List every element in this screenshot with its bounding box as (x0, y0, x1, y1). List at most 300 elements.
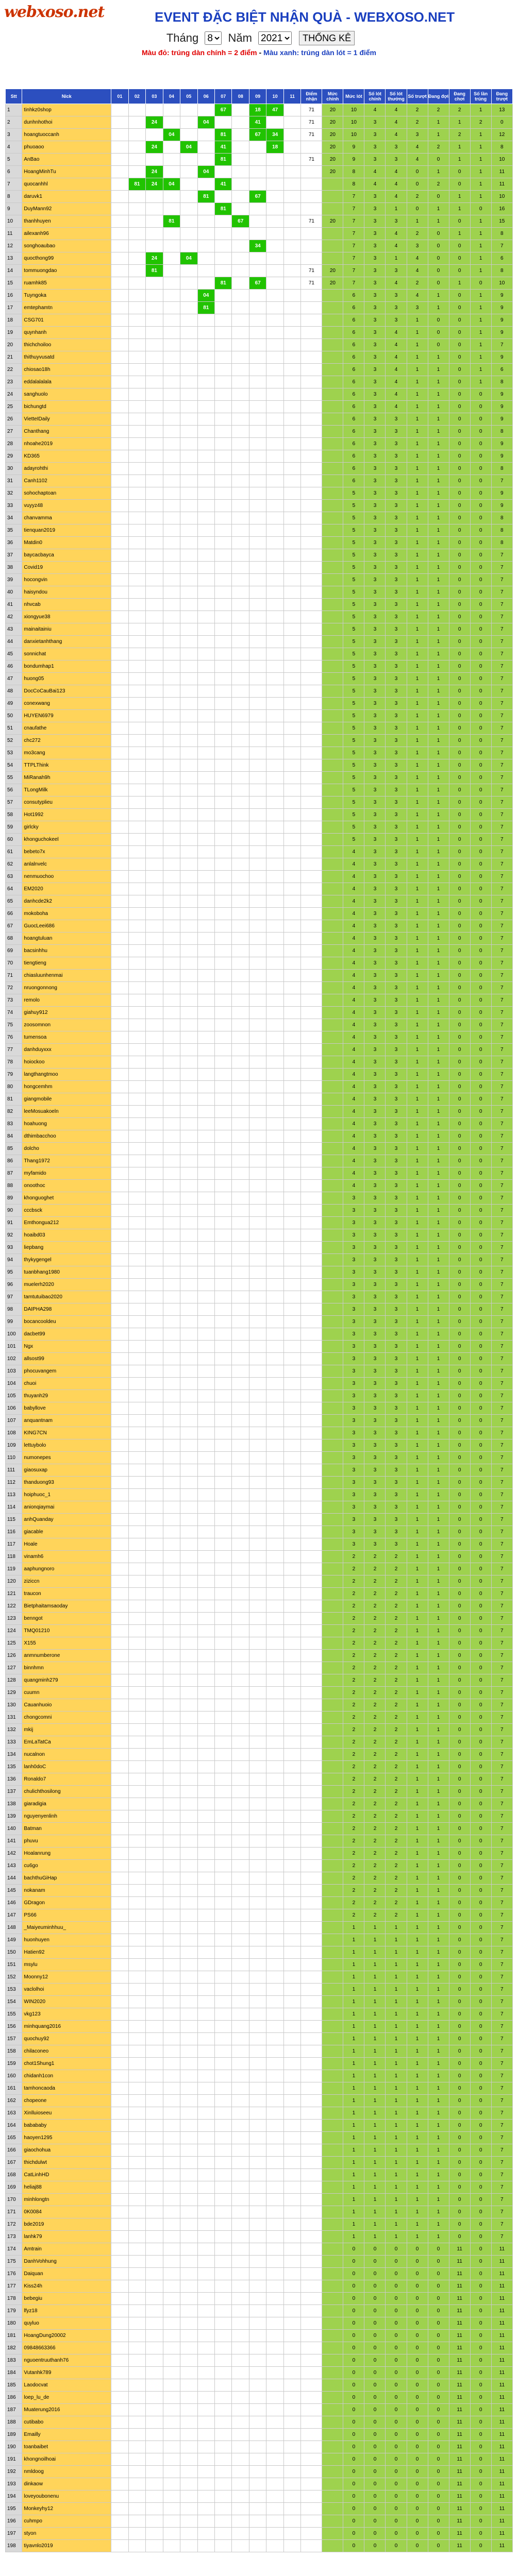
nick-cell[interactable]: cuumn (22, 1687, 111, 1699)
nick-cell[interactable]: chanvamma (22, 512, 111, 524)
table-row (6, 1971, 513, 1984)
nick-cell[interactable]: nruongonnong (22, 982, 111, 994)
site-logo[interactable]: webxoso.net (4, 3, 105, 21)
nick-cell[interactable]: hocongvin (22, 574, 111, 586)
nick-cell[interactable]: lettuybolo (22, 1439, 111, 1452)
nick-cell[interactable]: CSG701 (22, 314, 111, 327)
nick-cell[interactable]: Bietphaitamsaoday (22, 1600, 111, 1613)
day-cell (163, 1625, 180, 1637)
nick-cell[interactable]: vaclolhoi (22, 1984, 111, 1996)
nick-cell[interactable]: hoahuong (22, 1118, 111, 1130)
nick-cell[interactable]: KD365 (22, 450, 111, 463)
nick-cell[interactable]: CatLinhHD (22, 2169, 111, 2181)
nick-cell[interactable]: Ngx (22, 1341, 111, 1353)
nick-cell[interactable]: cu6go (22, 1860, 111, 1872)
nick-cell[interactable]: lfyz18 (22, 2305, 111, 2317)
day-cell (266, 908, 283, 920)
nick-cell[interactable]: EM2020 (22, 883, 111, 895)
day-cell (232, 562, 249, 574)
nick-cell[interactable]: TMQ01210 (22, 1625, 111, 1637)
nick-cell[interactable]: DanhVohhung (22, 2256, 111, 2268)
nick-cell[interactable]: msylu (22, 1959, 111, 1971)
day-cell (128, 265, 145, 277)
nick-cell[interactable]: TTPLThink (22, 759, 111, 772)
nick-cell[interactable]: AnBao (22, 154, 111, 166)
nick-cell[interactable]: ailexanh96 (22, 228, 111, 240)
nick-cell[interactable]: Batman (22, 1823, 111, 1835)
day-cell (111, 1452, 128, 1464)
day-cell (111, 2379, 128, 2392)
nick-cell[interactable]: Monkeyhy12 (22, 2503, 111, 2515)
nick-cell[interactable]: Ronaldo7 (22, 1773, 111, 1786)
nick-cell[interactable]: tuanbhang1980 (22, 1266, 111, 1279)
stat-cell: 1 (407, 463, 428, 475)
nick-cell[interactable]: consutyplieu (22, 796, 111, 809)
nick-cell[interactable]: khongnoilhoai (22, 2453, 111, 2466)
nick-cell[interactable]: giahuy912 (22, 1007, 111, 1019)
nick-cell[interactable]: nucalnon (22, 1749, 111, 1761)
nick-cell[interactable]: huonhuyen (22, 1934, 111, 1946)
nick-cell[interactable]: thithuyvusatd (22, 351, 111, 364)
stat-cell: 8 (491, 537, 512, 549)
nick-cell[interactable]: EmLaTatCa (22, 1736, 111, 1749)
nick-cell[interactable]: danhduyxxx (22, 1044, 111, 1056)
nick-cell[interactable]: Thang1972 (22, 1155, 111, 1167)
nick-cell[interactable]: liepbang (22, 1242, 111, 1254)
nick-cell[interactable]: onoothoc (22, 1180, 111, 1192)
nick-cell[interactable]: minhquang2016 (22, 2021, 111, 2033)
nick-cell[interactable]: nenmuochoo (22, 871, 111, 883)
day-cell (128, 1575, 145, 1588)
nick-cell[interactable]: mkij (22, 1724, 111, 1736)
nick-cell[interactable]: chiasluunhenmai (22, 970, 111, 982)
stat-cell: 1 (343, 1934, 364, 1946)
day-cell (232, 982, 249, 994)
nick-cell[interactable]: aaphungnoro (22, 1563, 111, 1575)
nick-cell[interactable]: conexwang (22, 698, 111, 710)
nick-cell[interactable]: hoaibd03 (22, 1229, 111, 1242)
stat-cell: 1 (407, 2058, 428, 2070)
nick-cell[interactable]: tommuongdao (22, 265, 111, 277)
nick-cell[interactable]: hoangtuoccanh (22, 129, 111, 141)
nick-cell[interactable]: Moonny12 (22, 1971, 111, 1984)
nick-cell[interactable]: phuoaoo (22, 141, 111, 154)
nick-cell[interactable]: phocuvangem (22, 1365, 111, 1378)
day-cell (128, 1959, 145, 1971)
nick-cell[interactable]: hoangtuluan (22, 933, 111, 945)
nick-cell[interactable]: VietteIDaily (22, 413, 111, 426)
year-select[interactable] (258, 31, 292, 45)
nick-cell[interactable]: cutibabo (22, 2416, 111, 2429)
nick-cell[interactable]: haisyndou (22, 586, 111, 599)
day-cell (232, 463, 249, 475)
nick-cell[interactable]: Hoale (22, 1538, 111, 1551)
nick-cell[interactable]: DuyMann92 (22, 203, 111, 215)
stat-cell: 0 (470, 586, 491, 599)
nick-cell[interactable]: chot1Shung1 (22, 2058, 111, 2070)
stat-cell: 1 (428, 1093, 449, 1106)
nick-cell[interactable]: quocanhhl (22, 178, 111, 191)
stat-cell: 3 (364, 636, 386, 648)
stat-cell: 0 (407, 2453, 428, 2466)
day-cell (197, 562, 214, 574)
nick-cell[interactable]: DAIPHA298 (22, 1303, 111, 1316)
nick-cell[interactable]: Muaterung2016 (22, 2404, 111, 2416)
nick-cell[interactable]: tinhkz0shop (22, 104, 111, 116)
day-cell (111, 1650, 128, 1662)
stat-cell (322, 1724, 343, 1736)
stat-cell: 1 (407, 1613, 428, 1625)
nick-cell[interactable]: bocancooldeu (22, 1316, 111, 1328)
nick-cell[interactable]: HoangMinhTu (22, 166, 111, 178)
day-cell (111, 1501, 128, 1514)
day-cell (266, 549, 283, 562)
day-cell (197, 426, 214, 438)
nick-cell[interactable]: X155 (22, 1637, 111, 1650)
day-cell (128, 562, 145, 574)
nick-cell[interactable]: Vutanhk789 (22, 2367, 111, 2379)
nick-cell[interactable]: emtephamtn (22, 302, 111, 314)
nick-cell[interactable]: thykygengel (22, 1254, 111, 1266)
nick-cell[interactable]: quangminh279 (22, 1674, 111, 1687)
nick-cell[interactable]: sonnichat (22, 648, 111, 660)
stat-cell: 0 (449, 1452, 470, 1464)
nick-cell[interactable]: Amtrain (22, 2243, 111, 2256)
nick-cell[interactable]: GDragon (22, 1897, 111, 1909)
day-cell (232, 1538, 249, 1551)
day-cell (232, 858, 249, 871)
stat-cell (322, 747, 343, 759)
day-cell (215, 574, 232, 586)
nick-cell[interactable]: Hoalanrung (22, 1848, 111, 1860)
nick-cell[interactable]: Chanthang (22, 426, 111, 438)
stat-cell (301, 1019, 322, 1031)
nick-cell[interactable]: heliaj88 (22, 2181, 111, 2194)
nick-cell[interactable]: dthimbacchoo (22, 1130, 111, 1143)
nick-cell[interactable]: binnhmn (22, 1662, 111, 1674)
day-cell (180, 1167, 197, 1180)
nick-cell[interactable]: haoyen1295 (22, 2132, 111, 2144)
nick-cell[interactable]: quyluo (22, 2317, 111, 2330)
nick-cell[interactable]: anhQuanday (22, 1514, 111, 1526)
nick-cell[interactable]: thichchoiloo (22, 339, 111, 351)
day-cell (163, 1328, 180, 1341)
nick-cell[interactable]: sanghuolo (22, 388, 111, 401)
nick-cell[interactable]: Canh1102 (22, 475, 111, 487)
nick-cell[interactable]: chuoi (22, 1378, 111, 1390)
day-cell (128, 1736, 145, 1749)
nick-cell[interactable]: bondumhap1 (22, 660, 111, 673)
nick-cell[interactable]: tamtutuibao2020 (22, 1291, 111, 1303)
day-cell (163, 426, 180, 438)
nick-cell[interactable]: Emthongua212 (22, 1217, 111, 1229)
nick-cell[interactable]: allsost99 (22, 1353, 111, 1365)
nick-cell[interactable]: PS66 (22, 1909, 111, 1922)
day-cell (249, 376, 266, 388)
month-select[interactable] (205, 31, 222, 45)
nick-cell[interactable]: anionqiaymai (22, 1501, 111, 1514)
nick-cell[interactable]: danhcde2k2 (22, 895, 111, 908)
table-row (6, 327, 513, 339)
nick-cell[interactable]: cuhmpo (22, 2515, 111, 2528)
nick-cell[interactable]: mokoboha (22, 908, 111, 920)
nick-cell[interactable]: Emailly (22, 2429, 111, 2441)
stat-cell: 0 (470, 1909, 491, 1922)
day-cell (111, 933, 128, 945)
nick-cell[interactable]: KING7CN (22, 1427, 111, 1439)
nick-cell[interactable]: vinamh6 (22, 1551, 111, 1563)
stat-cell: 6 (343, 401, 364, 413)
stat-cell (322, 1662, 343, 1674)
nick-cell[interactable]: vkg123 (22, 2008, 111, 2021)
stat-cell: 0 (470, 1674, 491, 1687)
nick-cell[interactable]: GuocLeei686 (22, 920, 111, 933)
nick-cell[interactable]: MiRanah9h (22, 772, 111, 784)
nick-cell[interactable]: chilaconeo (22, 2045, 111, 2058)
nick-cell[interactable]: chidanh1con (22, 2070, 111, 2082)
day-cell (128, 500, 145, 512)
nick-cell[interactable]: loep_lu_de (22, 2392, 111, 2404)
day-cell (232, 1773, 249, 1786)
nick-cell[interactable]: chulichthosilong (22, 1786, 111, 1798)
stat-cell (322, 2293, 343, 2305)
nick-cell[interactable]: xiongyue38 (22, 611, 111, 623)
row-index: 108 (6, 1427, 22, 1439)
stat-cell: 3 (407, 129, 428, 141)
stat-cell: 1 (343, 2218, 364, 2231)
nick-cell[interactable]: anlalnvelc (22, 858, 111, 871)
nick-cell[interactable]: Hot1992 (22, 809, 111, 821)
row-index: 130 (6, 1699, 22, 1711)
nick-cell[interactable]: Matdin0 (22, 537, 111, 549)
stat-cell: 11 (491, 2243, 512, 2256)
nick-cell[interactable]: cnaufathe (22, 722, 111, 735)
nick-cell[interactable]: tiyavnlo2019 (22, 2540, 111, 2552)
nick-cell[interactable]: TLongMilk (22, 784, 111, 796)
nick-cell[interactable]: HoangDung20002 (22, 2330, 111, 2342)
day-cell (232, 1637, 249, 1650)
stat-cell: 2 (343, 1563, 364, 1575)
nick-cell[interactable]: tiengtieng (22, 957, 111, 970)
stat-cell: 1 (407, 1254, 428, 1266)
nick-cell[interactable]: thuyanh29 (22, 1390, 111, 1402)
nick-cell[interactable]: cccbsck (22, 1205, 111, 1217)
table-row (6, 821, 513, 834)
nick-cell[interactable]: myfamido (22, 1167, 111, 1180)
nick-cell[interactable]: daruvk1 (22, 191, 111, 203)
nick-cell[interactable]: baycacbayca (22, 549, 111, 562)
day-cell (232, 2095, 249, 2107)
nick-cell[interactable]: 0K0084 (22, 2206, 111, 2218)
nick-cell[interactable]: zoosomnon (22, 1019, 111, 1031)
nick-cell[interactable]: nmldoog (22, 2466, 111, 2478)
nick-cell[interactable]: vuyyz48 (22, 500, 111, 512)
nick-cell[interactable]: muelerh2020 (22, 1279, 111, 1291)
stat-cell: 6 (343, 339, 364, 351)
nick-cell[interactable]: babababy (22, 2120, 111, 2132)
nick-cell[interactable]: adayrohthi (22, 463, 111, 475)
row-index: 112 (6, 1477, 22, 1489)
nick-cell[interactable]: girlcky (22, 821, 111, 834)
nick-cell[interactable]: anquantnam (22, 1415, 111, 1427)
nick-cell[interactable]: quynhanh (22, 327, 111, 339)
day-cell (197, 1637, 214, 1650)
day-cell (111, 846, 128, 858)
day-cell (232, 475, 249, 487)
nick-cell[interactable]: leeMosuakoeln (22, 1106, 111, 1118)
day-cell (215, 2540, 232, 2552)
nick-cell[interactable]: langthangtmoo (22, 1069, 111, 1081)
stat-cell: 0 (470, 2354, 491, 2367)
nick-cell[interactable]: chc272 (22, 735, 111, 747)
nick-cell[interactable]: tienquan2019 (22, 524, 111, 537)
nick-cell[interactable]: nhoahe2019 (22, 438, 111, 450)
nick-cell[interactable]: quocthong99 (22, 252, 111, 265)
nick-cell[interactable]: Cauanhuoio (22, 1699, 111, 1711)
nick-cell[interactable]: nokanam (22, 1885, 111, 1897)
stat-cell: 3 (386, 1007, 407, 1019)
nick-cell[interactable]: lanhk79 (22, 2231, 111, 2243)
nick-cell[interactable]: thanduong93 (22, 1477, 111, 1489)
nick-cell[interactable]: songhoaubao (22, 240, 111, 252)
nick-cell[interactable]: numonepes (22, 1452, 111, 1464)
nick-cell[interactable]: Daiquan (22, 2268, 111, 2280)
day-cell (266, 1229, 283, 1242)
day-cell (215, 1464, 232, 1477)
nick-cell[interactable]: traucon (22, 1588, 111, 1600)
nick-cell[interactable]: sohochaptoan (22, 487, 111, 500)
nick-cell[interactable]: huong05 (22, 673, 111, 685)
nick-cell[interactable]: phuvu (22, 1835, 111, 1848)
nick-cell[interactable]: mo3cang (22, 747, 111, 759)
nick-cell[interactable]: minhlongtn (22, 2194, 111, 2206)
day-cell (283, 215, 300, 228)
stat-cell: 1 (407, 2157, 428, 2169)
stat-cell: 0 (428, 2528, 449, 2540)
nick-cell[interactable]: dinkaow (22, 2478, 111, 2490)
stat-cell (301, 1674, 322, 1687)
stat-cell: 1 (428, 215, 449, 228)
nick-cell[interactable]: DocCoCauBai123 (22, 685, 111, 698)
stat-cell (301, 1575, 322, 1588)
day-cell (146, 1019, 163, 1031)
nick-cell[interactable]: Kiss24h (22, 2280, 111, 2293)
stat-cell: 0 (449, 2120, 470, 2132)
nick-cell[interactable]: bde2019 (22, 2218, 111, 2231)
nick-cell[interactable]: hongcemhm (22, 1081, 111, 1093)
nick-cell[interactable]: bebeto7x (22, 846, 111, 858)
table-row (6, 524, 513, 537)
nick-cell[interactable]: giaochohua (22, 2144, 111, 2157)
nick-cell[interactable]: ziziccn (22, 1575, 111, 1588)
nick-cell[interactable]: chiosao18h (22, 364, 111, 376)
nick-cell[interactable]: khonguchokeel (22, 834, 111, 846)
nick-cell[interactable]: loveyoubonenu (22, 2490, 111, 2503)
nick-cell[interactable]: dolcho (22, 1143, 111, 1155)
stat-cell: 0 (470, 1254, 491, 1266)
stat-button[interactable]: THỐNG KÊ (299, 31, 355, 45)
stat-cell: 0 (470, 1402, 491, 1415)
nick-cell[interactable]: styon (22, 2528, 111, 2540)
nick-cell[interactable]: eddalalalala (22, 376, 111, 388)
nick-cell[interactable]: quochuy92 (22, 2033, 111, 2045)
stat-cell: 5 (343, 747, 364, 759)
nick-cell[interactable]: danxietanhthang (22, 636, 111, 648)
day-cell (283, 1205, 300, 1217)
nick-cell[interactable]: bacsinhhu (22, 945, 111, 957)
nick-cell[interactable]: chongcomni (22, 1711, 111, 1724)
nick-cell[interactable]: khonguoghet (22, 1192, 111, 1205)
nick-cell[interactable]: bebegiu (22, 2293, 111, 2305)
nick-cell[interactable]: babyllove (22, 1402, 111, 1415)
nick-cell[interactable]: toanbaibet (22, 2441, 111, 2453)
day-cell (266, 228, 283, 240)
nick-cell[interactable]: Covid19 (22, 562, 111, 574)
nick-cell[interactable]: Xinlluioseeu (22, 2107, 111, 2120)
nick-cell[interactable]: nhvcab (22, 599, 111, 611)
stat-cell: 1 (364, 2169, 386, 2181)
nick-cell[interactable]: bachthuGiHap (22, 1872, 111, 1885)
nick-cell[interactable]: tamhoncaoda (22, 2082, 111, 2095)
day-cell (163, 1600, 180, 1613)
nick-cell[interactable]: thichdulwt (22, 2157, 111, 2169)
nick-cell[interactable]: benngot (22, 1613, 111, 1625)
table-row (6, 339, 513, 351)
nick-cell[interactable]: thanhhuyen (22, 215, 111, 228)
nick-cell[interactable]: giangmobile (22, 1093, 111, 1106)
nick-cell[interactable]: WIN2020 (22, 1996, 111, 2008)
nick-cell[interactable]: _Maiyeuminhhuu_ (22, 1922, 111, 1934)
day-cell (197, 1378, 214, 1390)
nick-cell[interactable]: remolo (22, 994, 111, 1007)
day-cell (163, 314, 180, 327)
nick-cell[interactable]: hoiockoo (22, 1056, 111, 1069)
nick-cell[interactable]: Hatien92 (22, 1946, 111, 1959)
nick-cell[interactable]: giaradigia (22, 1798, 111, 1810)
nick-cell[interactable]: anmnumberone (22, 1650, 111, 1662)
day-cell (146, 549, 163, 562)
nick-cell[interactable]: dacbet99 (22, 1328, 111, 1341)
day-cell (163, 376, 180, 388)
nick-cell[interactable]: 09848663366 (22, 2342, 111, 2354)
stat-cell: 0 (449, 1996, 470, 2008)
nick-cell[interactable]: lanh0doC (22, 1761, 111, 1773)
nick-cell[interactable]: mainaitainiu (22, 623, 111, 636)
nick-cell[interactable]: HUYEN6979 (22, 710, 111, 722)
nick-cell[interactable]: chopeone (22, 2095, 111, 2107)
stat-cell (301, 2515, 322, 2528)
nick-cell[interactable]: giaosuxap (22, 1464, 111, 1477)
nick-cell[interactable]: tumensoa (22, 1031, 111, 1044)
day-cell (146, 834, 163, 846)
nick-cell[interactable]: dunhnhothoi (22, 116, 111, 129)
stat-cell (322, 821, 343, 834)
nick-cell[interactable]: hoiphuoc_1 (22, 1489, 111, 1501)
nick-cell[interactable]: ruamhk85 (22, 277, 111, 290)
table-row (6, 623, 513, 636)
day-cell (163, 895, 180, 908)
stat-cell: 0 (470, 512, 491, 524)
nick-cell[interactable]: nguyenyenlinh (22, 1810, 111, 1823)
nick-cell[interactable]: Tuyngoka (22, 290, 111, 302)
nick-cell[interactable]: bichungtd (22, 401, 111, 413)
nick-cell[interactable]: giacable (22, 1526, 111, 1538)
stat-cell: 5 (343, 772, 364, 784)
nick-cell[interactable]: Laodocvat (22, 2379, 111, 2392)
row-index: 90 (6, 1205, 22, 1217)
day-cell (111, 1860, 128, 1872)
nick-cell[interactable]: nguoentruuthanh76 (22, 2354, 111, 2367)
